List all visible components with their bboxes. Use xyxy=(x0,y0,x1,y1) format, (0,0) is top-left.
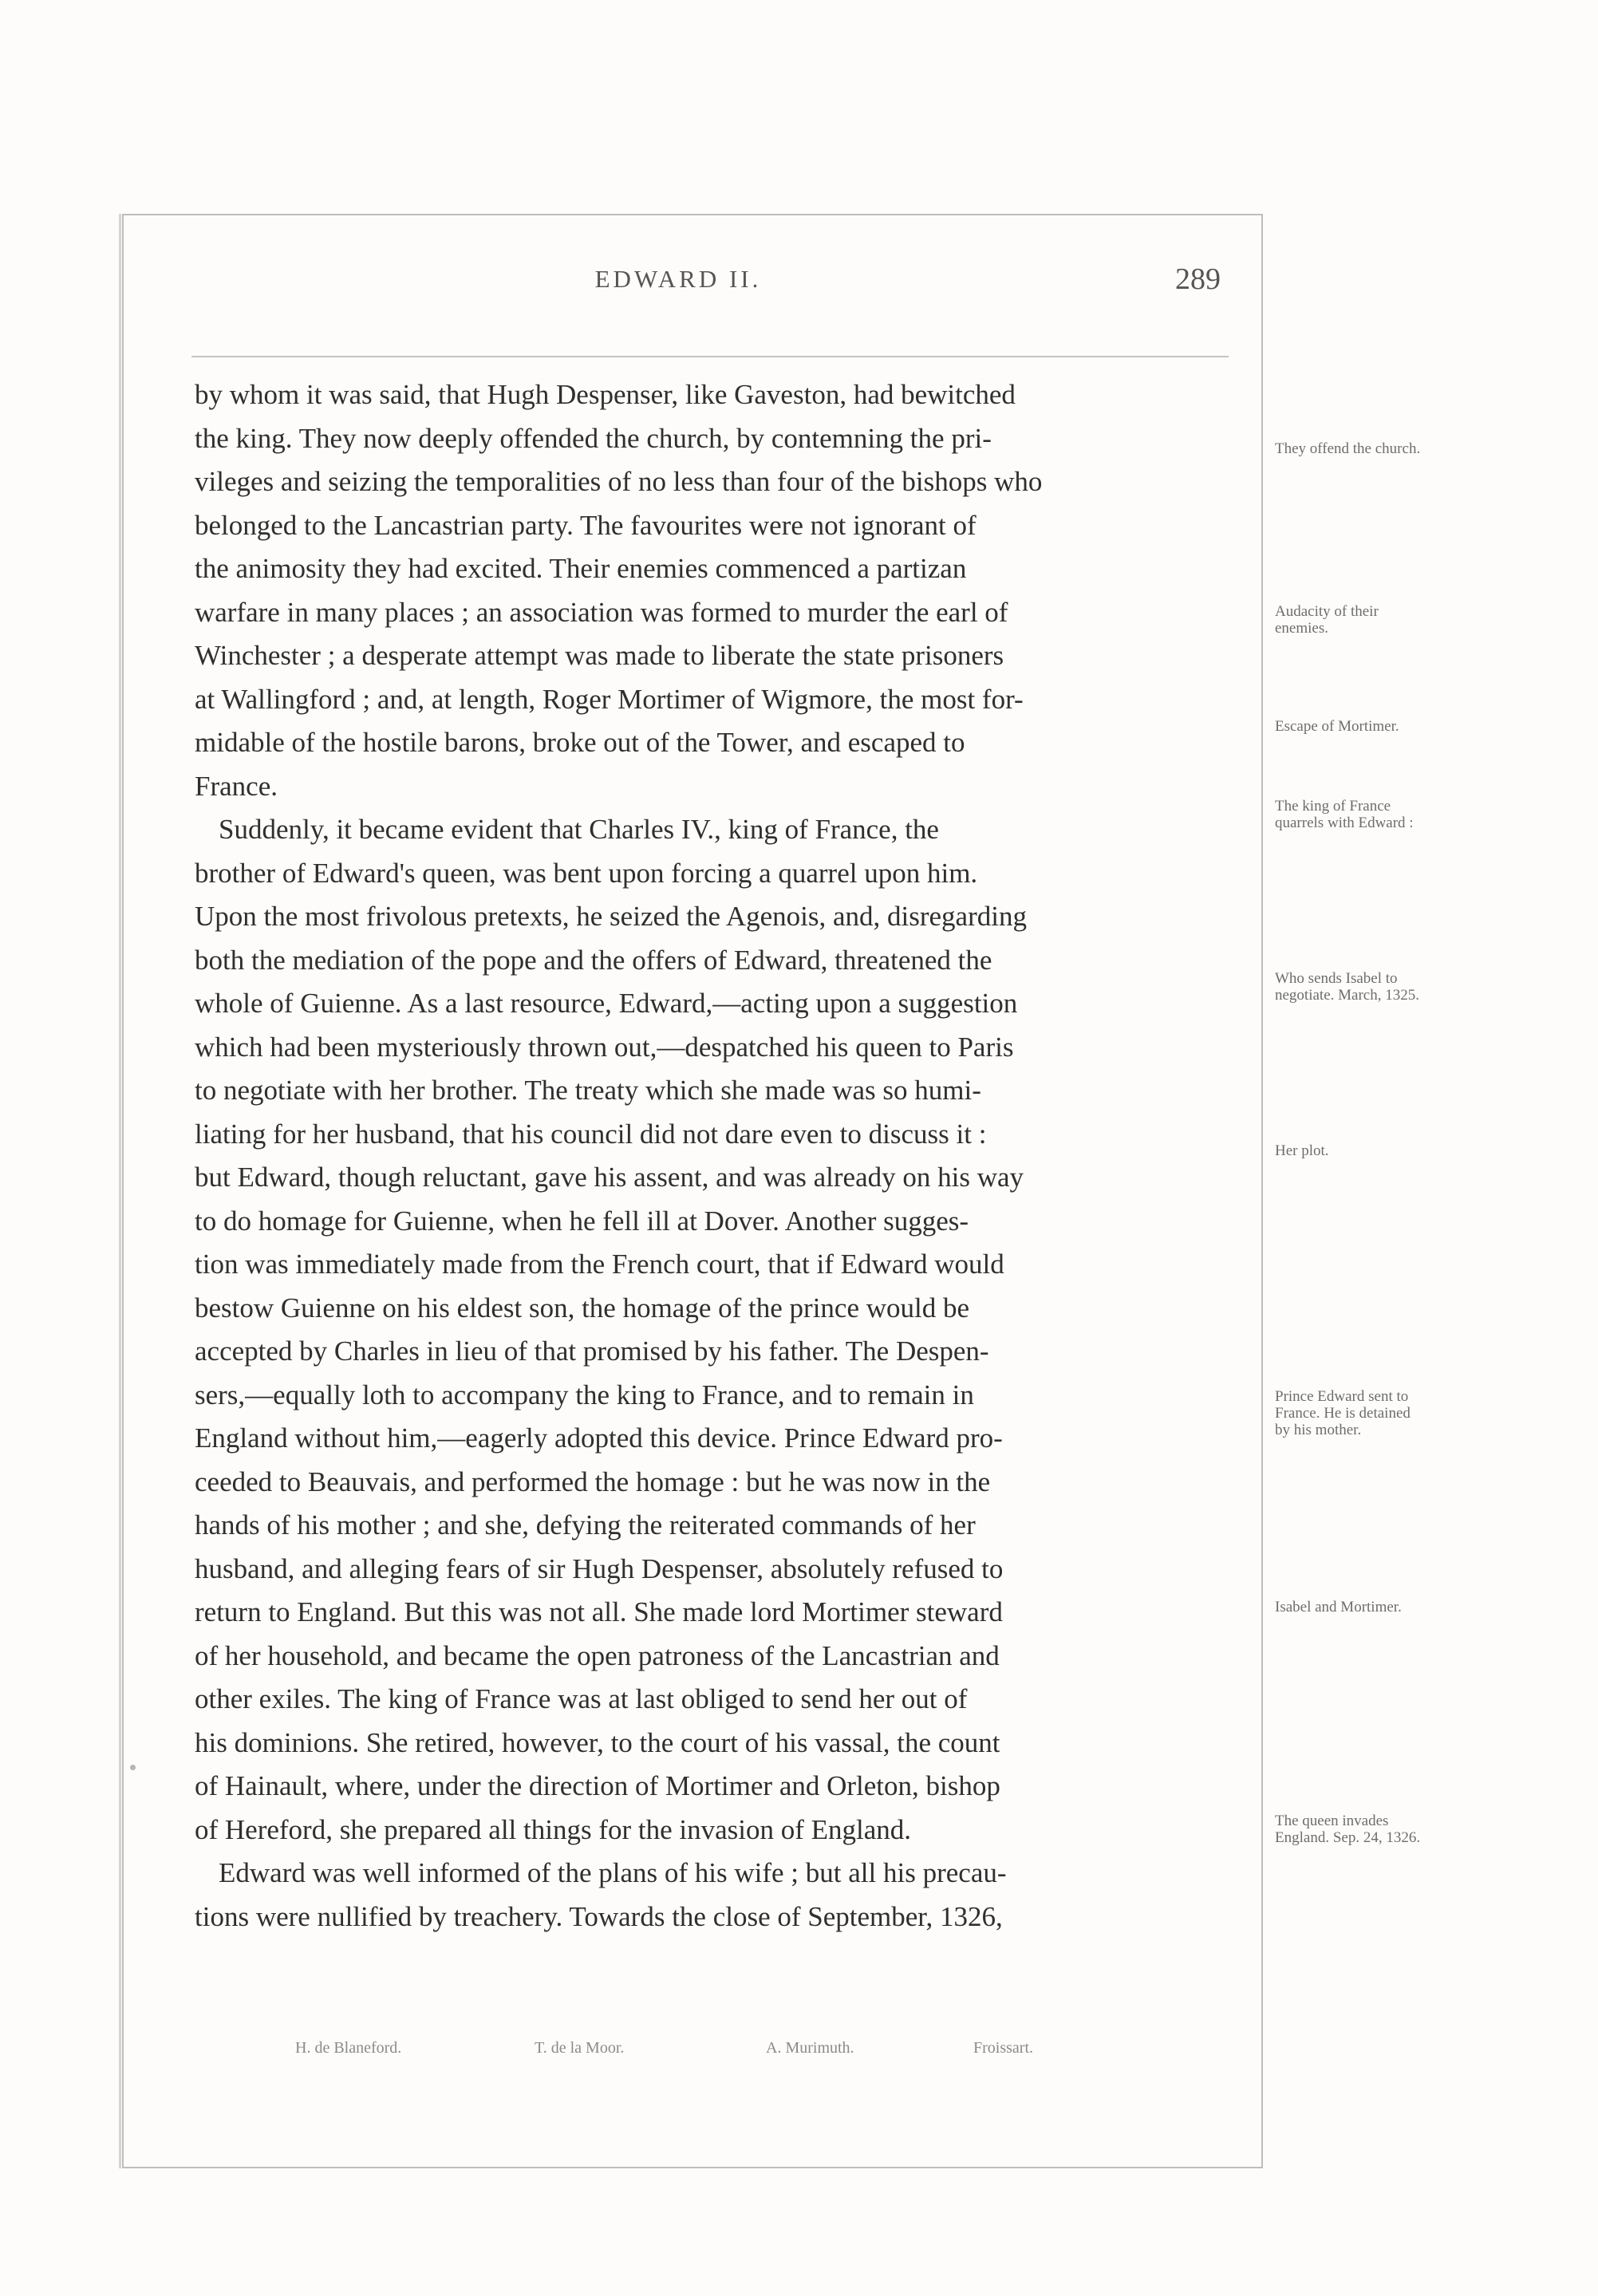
margin-note: They offend the church. xyxy=(1275,440,1421,457)
text-line: both the mediation of the pope and the offers of Edward, threatened the xyxy=(195,944,992,976)
text-line: of Hainault, where, under the direction of Mortimer and Orleton, bishop xyxy=(195,1770,1000,1801)
text-line: belonged to the Lancastrian party. The favourites were not ignorant of xyxy=(195,509,977,541)
text-line: at Wallingford ; and, at length, Roger Mortimer of Wigmore, the most for- xyxy=(195,683,1024,715)
text-line: Suddenly, it became evident that Charles IV., king of France, the xyxy=(219,814,939,845)
text-line: liating for her husband, that his council did not dare even to discuss it : xyxy=(195,1118,987,1150)
margin-note: Escape of Mortimer. xyxy=(1275,718,1399,735)
text-line: to do homage for Guienne, when he fell ill at Dover. Another sugges- xyxy=(195,1205,969,1237)
page-number: 289 xyxy=(1175,262,1221,296)
margin-note: Her plot. xyxy=(1275,1142,1329,1159)
text-line: of her household, and became the open patroness of the Lancastrian and xyxy=(195,1639,1000,1671)
text-line: France. xyxy=(195,770,278,802)
footer-sources xyxy=(295,2039,1173,2071)
ink-speck xyxy=(130,1765,136,1770)
text-line: to negotiate with her brother. The treaty which she made was so humi- xyxy=(195,1075,981,1106)
margin-note: The queen invades England. Sep. 24, 1326. xyxy=(1275,1813,1421,1846)
running-head xyxy=(191,262,1229,313)
text-line: of Hereford, she prepared all things for the invasion of England. xyxy=(195,1813,912,1845)
frame-left-edge xyxy=(119,214,121,2168)
text-line: return to England. But this was not all. She made lord Mortimer steward xyxy=(195,1596,1003,1627)
text-line: which had been mysteriously thrown out,—despatched his queen to Paris xyxy=(195,1031,1014,1063)
margin-note: Isabel and Mortimer. xyxy=(1275,1599,1402,1615)
text-line: his dominions. She retired, however, to the court of his vassal, the count xyxy=(195,1726,1000,1758)
text-line: by whom it was said, that Hugh Despenser, like Gaveston, had bewitched xyxy=(195,379,1016,410)
source-citation: A. Murimuth. xyxy=(766,2039,854,2057)
margin-note: Prince Edward sent to France. He is detained by his mother. xyxy=(1275,1388,1411,1438)
source-citation: T. de la Moor. xyxy=(535,2039,625,2057)
header-rule xyxy=(191,356,1229,357)
text-line: England without him,—eagerly adopted this device. Prince Edward pro- xyxy=(195,1422,1003,1454)
running-title: EDWARD II. xyxy=(594,265,762,293)
text-line: ceeded to Beauvais, and performed the homage : but he was now in the xyxy=(195,1466,991,1497)
margin-note: The king of France quarrels with Edward : xyxy=(1275,798,1414,831)
text-line: tions were nullified by treachery. Towards the close of September, 1326, xyxy=(195,1900,1003,1932)
margin-note: Audacity of their enemies. xyxy=(1275,603,1379,637)
text-line: Upon the most frivolous pretexts, he seized the Agenois, and, disregarding xyxy=(195,901,1027,932)
margin-notes xyxy=(1275,0,1434,2296)
text-line: sers,—equally loth to accompany the king to France, and to remain in xyxy=(195,1379,974,1410)
text-line: Edward was well informed of the plans of his wife ; but all his precau- xyxy=(219,1857,1007,1888)
body-text xyxy=(195,373,1248,1939)
text-line: but Edward, though reluctant, gave his assent, and was already on his way xyxy=(195,1162,1024,1193)
text-line: midable of the hostile barons, broke out of the Tower, and escaped to xyxy=(195,727,965,758)
text-line: Winchester ; a desperate attempt was made to liberate the state prisoners xyxy=(195,640,1004,671)
text-line: other exiles. The king of France was at last obliged to send her out of xyxy=(195,1683,968,1714)
text-line: the king. They now deeply offended the church, by contemning the pri- xyxy=(195,422,992,454)
source-citation: H. de Blaneford. xyxy=(295,2039,402,2057)
text-line: warfare in many places ; an association was formed to murder the earl of xyxy=(195,596,1008,628)
text-line: whole of Guienne. As a last resource, Edward,—acting upon a suggestion xyxy=(195,988,1018,1019)
text-line: husband, and alleging fears of sir Hugh Despenser, absolutely refused to xyxy=(195,1552,1004,1584)
text-line: accepted by Charles in lieu of that promised by his father. The Despen- xyxy=(195,1335,989,1367)
source-citation: Froissart. xyxy=(973,2039,1033,2057)
text-line: vileges and seizing the temporalities of no less than four of the bishops who xyxy=(195,466,1043,497)
margin-note: Who sends Isabel to negotiate. March, 1325. xyxy=(1275,970,1419,1004)
text-line: bestow Guienne on his eldest son, the homage of the prince would be xyxy=(195,1292,970,1324)
text-line: the animosity they had excited. Their enemies commenced a partizan xyxy=(195,553,967,584)
text-line: hands of his mother ; and she, defying the reiterated commands of her xyxy=(195,1509,976,1541)
text-line: tion was immediately made from the French court, that if Edward would xyxy=(195,1249,1004,1280)
text-line: brother of Edward's queen, was bent upon forcing a quarrel upon him. xyxy=(195,857,978,889)
